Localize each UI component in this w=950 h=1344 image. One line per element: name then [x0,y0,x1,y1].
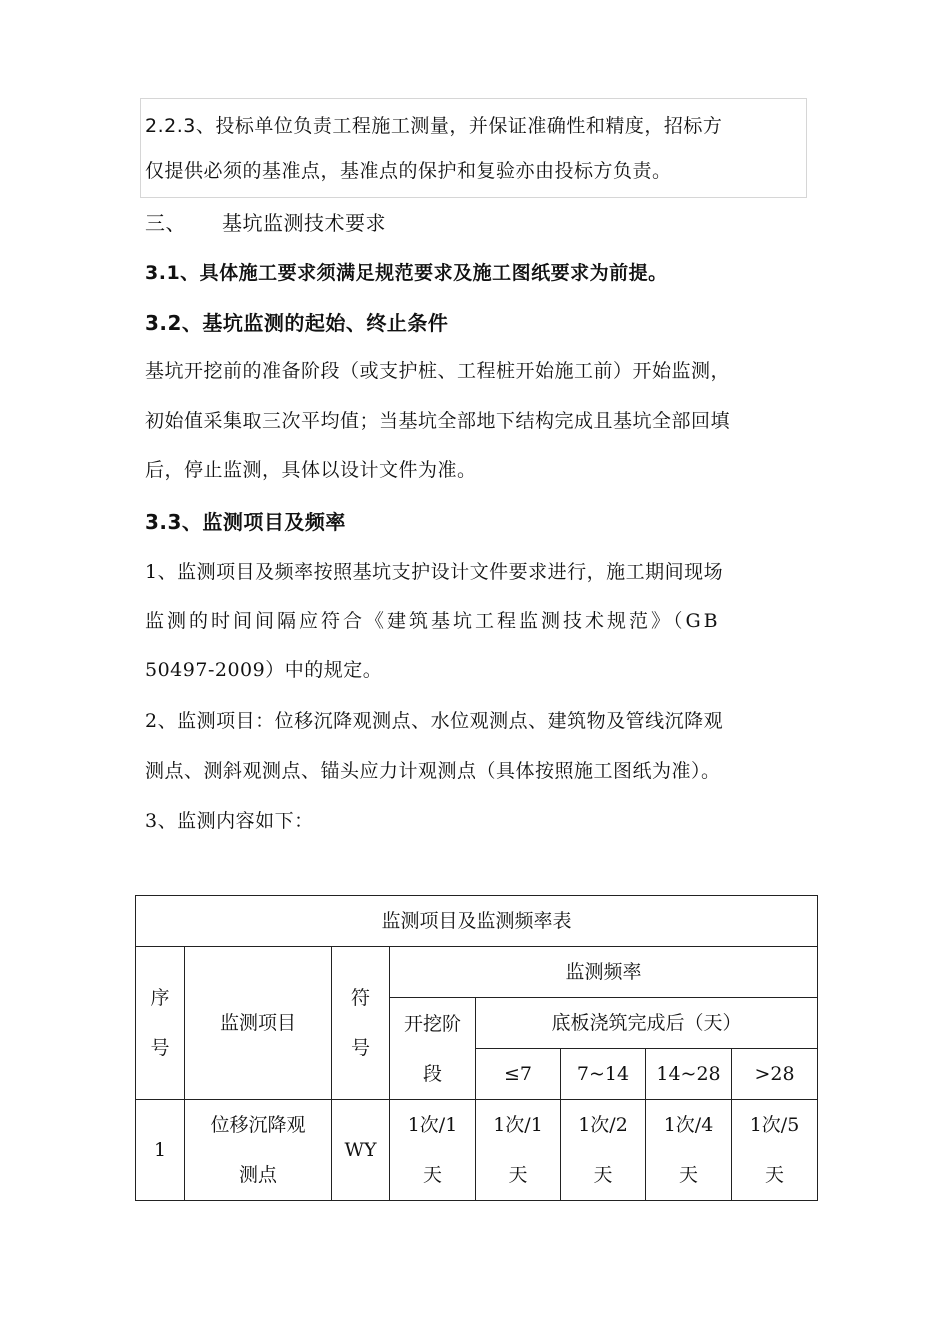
row-seq: 1 [136,1100,185,1201]
header-excavation: 开挖阶 段 [390,998,476,1100]
subheader-gt-28: >28 [732,1049,818,1100]
boxed-paragraph-line-2: 仅提供必须的基准点，基准点的保护和复验亦由投标方负责。 [145,160,672,182]
paragraph-3-3-line-6: 3、监测内容如下： [145,810,314,832]
table-title: 监测项目及监测频率表 [136,896,818,947]
header-item: 监测项目 [185,947,332,1100]
row-value-gt-28: 1次/5 天 [732,1100,818,1201]
subheader-le-7: ≤7 [476,1049,561,1100]
header-after-slab: 底板浇筑完成后（天） [476,998,818,1049]
row-symbol: WY [332,1100,390,1201]
paragraph-3-2-line-2: 初始值采集取三次平均值；当基坑全部地下结构完成且基坑全部回填 [145,410,731,432]
paragraph-3-3-line-4: 2、监测项目：位移沉降观测点、水位观测点、建筑物及管线沉降观 [145,710,724,732]
row-item: 位移沉降观 测点 [185,1100,332,1201]
row-excavation: 1次/1 天 [390,1100,476,1201]
subheader-7-14: 7~14 [561,1049,646,1100]
paragraph-3-3-line-1: 1、监测项目及频率按照基坑支护设计文件要求进行，施工期间现场 [145,561,724,583]
heading-3-1: 3.1、具体施工要求须满足规范要求及施工图纸要求为前提。 [145,262,668,284]
paragraph-3-3-line-2: 监测的时间间隔应符合《建筑基坑工程监测技术规范》（GB [145,610,721,632]
monitoring-frequency-table [135,895,818,1201]
table-row [136,1100,818,1201]
row-value-le-7: 1次/1 天 [476,1100,561,1201]
section-title: 基坑监测技术要求 [222,211,386,235]
header-symbol: 符 号 [332,947,390,1100]
heading-3-3: 3.3、监测项目及频率 [145,510,346,534]
boxed-paragraph-line-1: 2.2.3、投标单位负责工程施工测量，并保证准确性和精度，招标方 [145,115,723,137]
paragraph-3-3-line-5: 测点、测斜观测点、锚头应力计观测点（具体按照施工图纸为准）。 [145,760,721,782]
subheader-14-28: 14~28 [646,1049,732,1100]
section-heading [145,207,386,236]
section-number: 三、 [145,211,186,235]
header-seq: 序 号 [136,947,185,1100]
row-value-14-28: 1次/4 天 [646,1100,732,1201]
header-frequency: 监测频率 [390,947,818,998]
paragraph-3-2-line-3: 后，停止监测，具体以设计文件为准。 [145,459,477,481]
paragraph-3-3-line-3: 50497-2009）中的规定。 [145,659,383,681]
row-value-7-14: 1次/2 天 [561,1100,646,1201]
heading-3-2: 3.2、基坑监测的起始、终止条件 [145,311,449,335]
paragraph-3-2-line-1: 基坑开挖前的准备阶段（或支护桩、工程桩开始施工前）开始监测， [145,360,731,382]
